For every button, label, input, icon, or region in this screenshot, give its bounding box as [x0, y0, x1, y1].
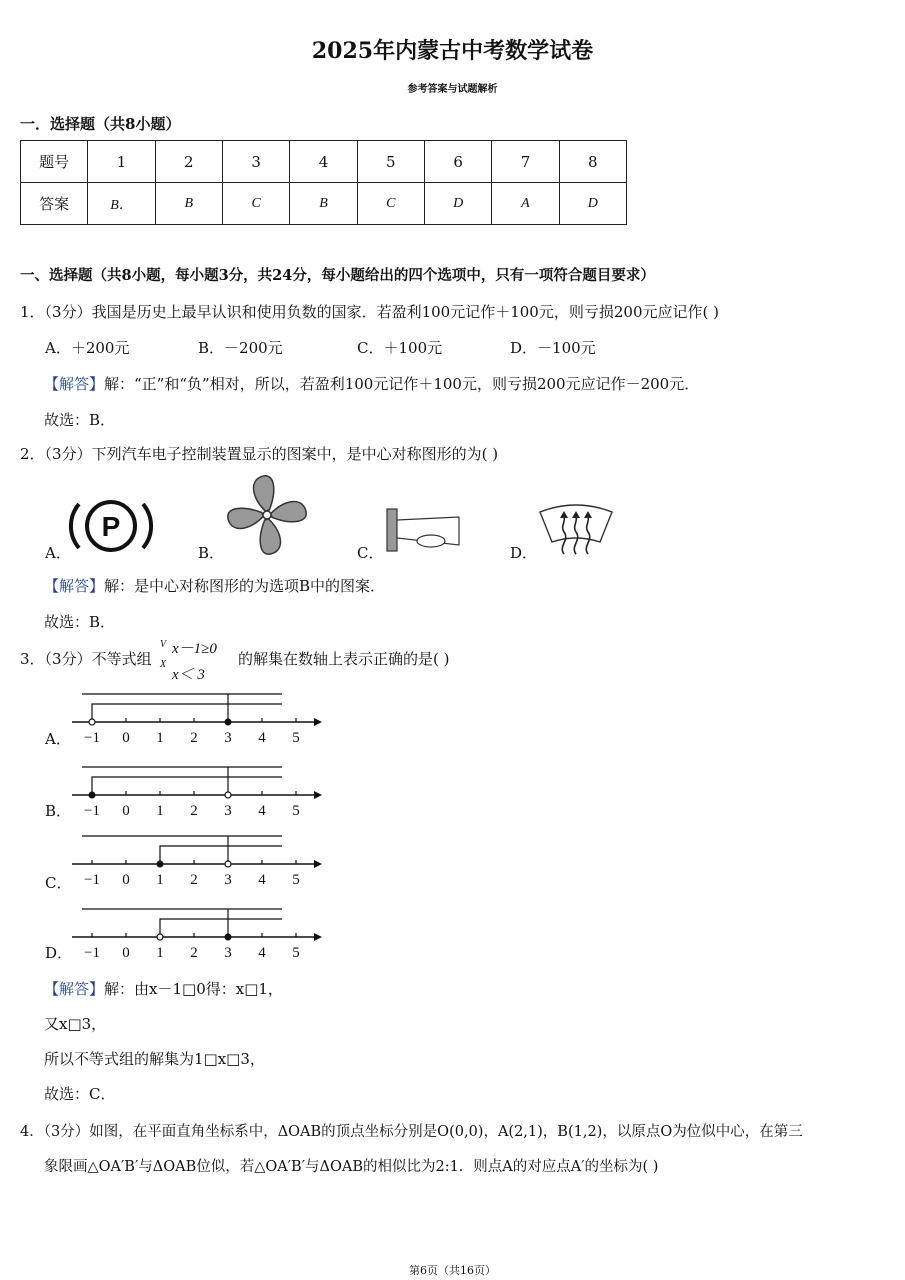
table-row [21, 183, 627, 225]
solid-point [225, 934, 231, 940]
table-cell: B [155, 183, 222, 225]
inequality-1: x－1≥0 [172, 641, 217, 657]
page-footer: 第6页（共16页） [409, 1264, 496, 1277]
number-line-b [70, 761, 325, 821]
table-cell: D [559, 183, 626, 225]
q3-solution-line1: 解：由x－1□0得：x□1， [104, 980, 283, 998]
page-subtitle: 参考答案与试题解析 [407, 84, 498, 95]
q2-option-c: C． [357, 544, 384, 562]
tick-label: 1 [156, 872, 164, 888]
tick-label: 0 [122, 945, 130, 961]
axis-arrow [314, 933, 322, 941]
q1-option-c: C．＋100元 [357, 339, 443, 357]
inequality-2: x＜ 3 [172, 667, 205, 683]
tick-label: 4 [258, 872, 266, 888]
q2-option-d: D． [510, 544, 538, 562]
table-cell: C [222, 183, 289, 225]
page-title: 2025年内蒙古中考数学试卷 [311, 38, 594, 64]
q1-option-b: B．－200元 [198, 339, 283, 357]
hollow-point [89, 719, 95, 725]
solution-tag: 【解答】 [44, 577, 105, 595]
q3-option-a: A． [45, 730, 71, 748]
question-1-stem: 1．（3分）我国是历史上最早认识和使用负数的国家．若盈利100元记作＋100元，则亏损200元应记作( ) [20, 303, 719, 321]
ray-bracket [160, 919, 282, 937]
table-cell: B． [88, 183, 155, 225]
axis-arrow [314, 791, 322, 799]
table-cell: 题号 [21, 141, 88, 183]
tick-label: 0 [122, 730, 130, 746]
tick-label: 2 [190, 945, 198, 961]
table-row [21, 141, 627, 183]
tick-label: 1 [156, 803, 164, 819]
q3-solution-line3: 所以不等式组的解集为1□x□3， [44, 1050, 265, 1068]
table-cell: 7 [492, 141, 559, 183]
fan-icon [222, 475, 312, 560]
tick-label: 5 [292, 803, 300, 819]
table-cell: B [290, 183, 357, 225]
number-line-d [70, 903, 325, 963]
question-2-stem: 2．（3分）下列汽车电子控制装置显示的图案中，是中心对称图形的为( ) [20, 445, 499, 463]
q3-option-d: D． [45, 944, 73, 962]
tick-label: −1 [84, 730, 100, 746]
number-line-c [70, 830, 325, 890]
tick-label: 3 [224, 872, 232, 888]
table-cell: 1 [88, 141, 155, 183]
ray-bracket [160, 846, 282, 864]
tick-label: 4 [258, 730, 266, 746]
solid-point [89, 792, 95, 798]
solid-point [157, 861, 163, 867]
q2-choice: 故选：B． [44, 613, 116, 631]
table-cell: D [424, 183, 491, 225]
question-4-stem-line2: 象限画△OA′B′与ΔOAB位似，若△OA′B′与ΔOAB的相似比为2:1．则点A的对应点A′的坐标为( ) [44, 1159, 659, 1175]
tick-label: 3 [224, 730, 232, 746]
table-cell: 5 [357, 141, 424, 183]
tick-label: 4 [258, 803, 266, 819]
tick-label: 3 [224, 803, 232, 819]
hollow-point [225, 792, 231, 798]
q3-solution [44, 978, 283, 999]
q2-option-a: A． [45, 544, 71, 562]
question-4-stem-line1: 4．（3分）如图，在平面直角坐标系中，ΔOAB的顶点坐标分别是O(0,0)，A(2,1)，B(1,2)，以原点O为位似中心，在第三 [20, 1124, 803, 1140]
tick-label: 2 [190, 730, 198, 746]
parking-brake-icon [68, 496, 154, 556]
table-cell: 3 [222, 141, 289, 183]
tick-label: 0 [122, 872, 130, 888]
q2-option-b: B． [198, 544, 225, 562]
section1-header: 一．选择题（共8小题） [20, 115, 181, 133]
tick-label: 2 [190, 803, 198, 819]
table-cell: 8 [559, 141, 626, 183]
number-line-a [70, 688, 325, 748]
tick-label: 0 [122, 803, 130, 819]
solution-tag: 【解答】 [44, 980, 105, 998]
q2-solution [44, 575, 385, 596]
hollow-point [225, 861, 231, 867]
table-cell: 答案 [21, 183, 88, 225]
tick-label: −1 [84, 872, 100, 888]
table-cell: 2 [155, 141, 222, 183]
q2-solution-text: 解：是中心对称图形的为选项B中的图案． [104, 577, 386, 595]
answer-table [20, 140, 627, 225]
horn-icon [385, 505, 465, 555]
q1-choice: 故选：B． [44, 411, 116, 429]
tick-label: −1 [84, 803, 100, 819]
tick-label: 3 [224, 945, 232, 961]
ray-bracket [92, 704, 282, 722]
tick-label: 1 [156, 730, 164, 746]
axis-arrow [314, 860, 322, 868]
q3-option-c: C． [45, 874, 72, 892]
tick-label: 1 [156, 945, 164, 961]
question-3-stem-prefix: 3．（3分）不等式组 [20, 650, 152, 668]
p-letter: P [101, 511, 121, 542]
solid-point [225, 719, 231, 725]
tick-label: −1 [84, 945, 100, 961]
question-3-stem-suffix: 的解集在数轴上表示正确的是( ) [238, 650, 450, 668]
tick-label: 2 [190, 872, 198, 888]
brace-top: V [160, 639, 167, 650]
axis-arrow [314, 718, 322, 726]
table-cell: C [357, 183, 424, 225]
ray-bracket [92, 777, 282, 795]
q3-solution-line2: 又x□3， [44, 1015, 107, 1033]
q1-option-d: D．－100元 [510, 339, 596, 357]
tick-label: 5 [292, 730, 300, 746]
tick-label: 4 [258, 945, 266, 961]
tick-label: 5 [292, 945, 300, 961]
table-cell: A [492, 183, 559, 225]
solution-tag: 【解答】 [44, 375, 105, 393]
q3-choice: 故选：C． [44, 1085, 116, 1103]
q1-solution-text: 解：“正”和“负”相对，所以，若盈利100元记作＋100元，则亏损200元应记作－200元． [104, 375, 700, 393]
brace-bottom: X [160, 659, 167, 670]
q3-option-b: B． [45, 802, 72, 820]
section2-header: 一、选择题（共8小题，每小题3分，共24分，每小题给出的四个选项中，只有一项符合题目要求） [20, 267, 655, 284]
table-cell: 4 [290, 141, 357, 183]
q1-option-a: A．＋200元 [45, 339, 130, 357]
table-cell: 6 [424, 141, 491, 183]
hollow-point [157, 934, 163, 940]
q1-solution [44, 373, 699, 394]
defrost-icon [536, 502, 616, 558]
tick-label: 5 [292, 872, 300, 888]
